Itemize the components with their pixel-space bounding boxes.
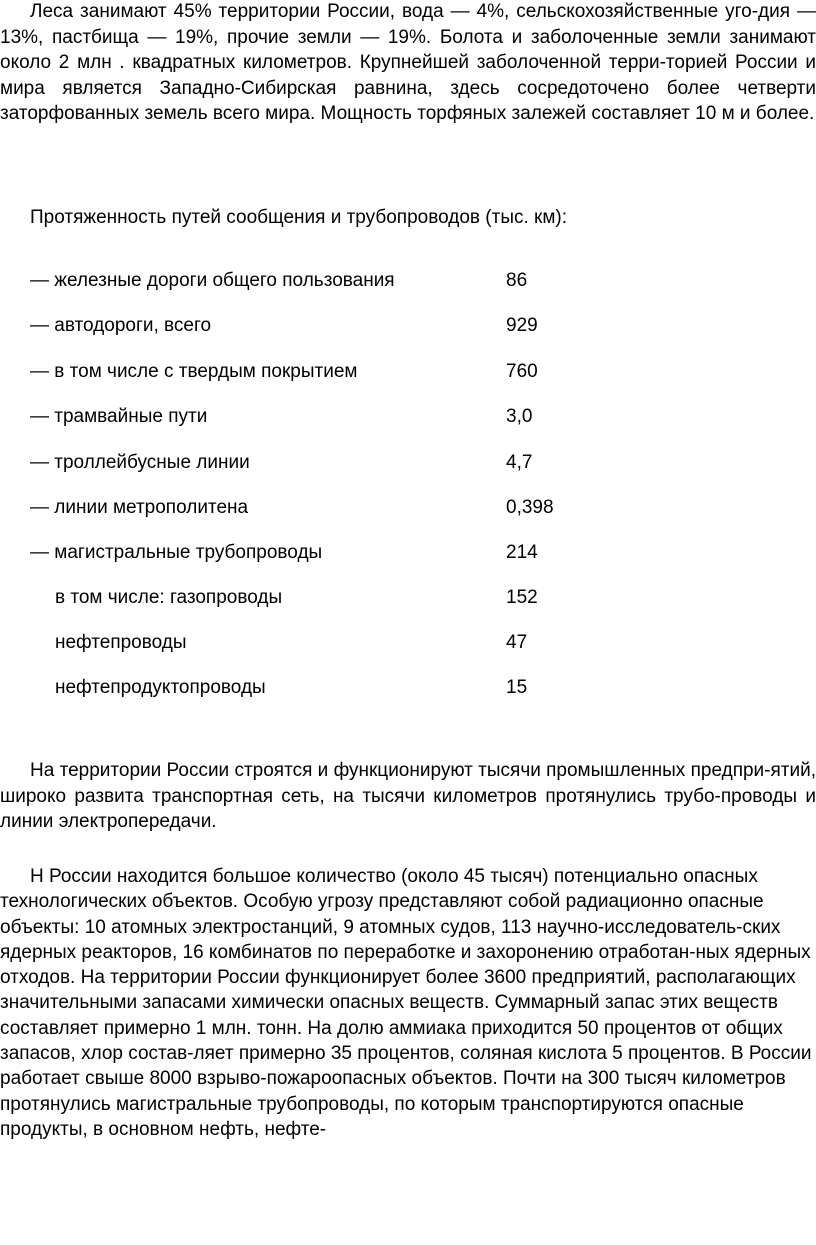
- table-row: [0, 268, 816, 294]
- table-heading: Протяженность путей сообщения и трубопроводов (тыс. км):: [30, 207, 568, 228]
- row-label: нефтепроводы: [55, 632, 187, 653]
- table-row: [0, 585, 816, 611]
- row-label: — железные дороги общего пользования: [30, 270, 395, 291]
- row-label: — трамвайные пути: [30, 406, 208, 427]
- row-value: 0,398: [506, 497, 554, 518]
- row-value: 214: [506, 542, 538, 563]
- table-row: [0, 450, 816, 476]
- row-label: в том числе: газопроводы: [55, 587, 283, 608]
- row-label: — линии метрополитена: [30, 497, 249, 518]
- table-row: [0, 630, 816, 656]
- row-value: 47: [506, 632, 528, 653]
- row-value: 760: [506, 361, 538, 382]
- row-value: 3,0: [506, 406, 533, 427]
- row-value: 86: [506, 270, 528, 291]
- table-row: [0, 313, 816, 339]
- row-value: 929: [506, 315, 538, 336]
- row-value: 4,7: [506, 452, 533, 473]
- table-row: [0, 495, 816, 521]
- industry-paragraph: На территории России строятся и функционируют тысячи промышленных предпри-ятий, широко развита транспортная сеть, на тысячи километров протянулись трубо-проводы и линии электропередачи.: [0, 760, 816, 832]
- row-label: — троллейбусные линии: [30, 452, 250, 473]
- row-label: — автодороги, всего: [30, 315, 212, 336]
- table-row: [0, 404, 816, 430]
- table-row: [0, 675, 816, 701]
- row-value: 15: [506, 677, 528, 698]
- row-label: — в том числе с твердым покрытием: [30, 361, 358, 382]
- table-row: [0, 359, 816, 385]
- intro-paragraph: Леса занимают 45% территории России, вода — 4%, сельскохозяйственные уго-дия — 13%, пастбища — 19%, прочие земли — 19%. Болота и заболоченные земли занимают около 2 млн . квадратных километров. Крупнейшей заболоченной терри-торией России и мира является Западно-Сибирская равнина, здесь сосредоточено более четверти заторфованных земель всего мира. Мощность торфяных залежей составляет 10 м и более.: [0, 1, 816, 124]
- row-label: нефтепродуктопроводы: [55, 677, 266, 698]
- table-row: [0, 540, 816, 566]
- hazard-paragraph: Н России находится большое количество (около 45 тысяч) потенциально опасных технологических объектов. Особую угрозу представляют собой радиационно опасные объекты: 10 атомных электростанций, 9 атомных судов, 113 научно-исследователь-ских ядерных реакторов, 16 комбинатов по переработке и захоронению отработан-ных ядерных отходов. На территории России функционирует более 3600 предприятий, располагающих значительными запасами химически опасных веществ. Суммарный запас этих веществ составляет примерно 1 млн. тонн. На долю аммиака приходится 50 процентов от общих запасов, хлор состав-ляет примерно 35 процентов, соляная кислота 5 процентов. В России работает свыше 8000 взрыво-пожароопасных объектов. Почти на 300 тысяч километров протянулись магистральные трубопроводы, по которым транспортируются опасные продукты, в основном нефть, нефте-: [0, 866, 812, 1140]
- row-value: 152: [506, 587, 538, 608]
- row-label: — магистральные трубопроводы: [30, 542, 323, 563]
